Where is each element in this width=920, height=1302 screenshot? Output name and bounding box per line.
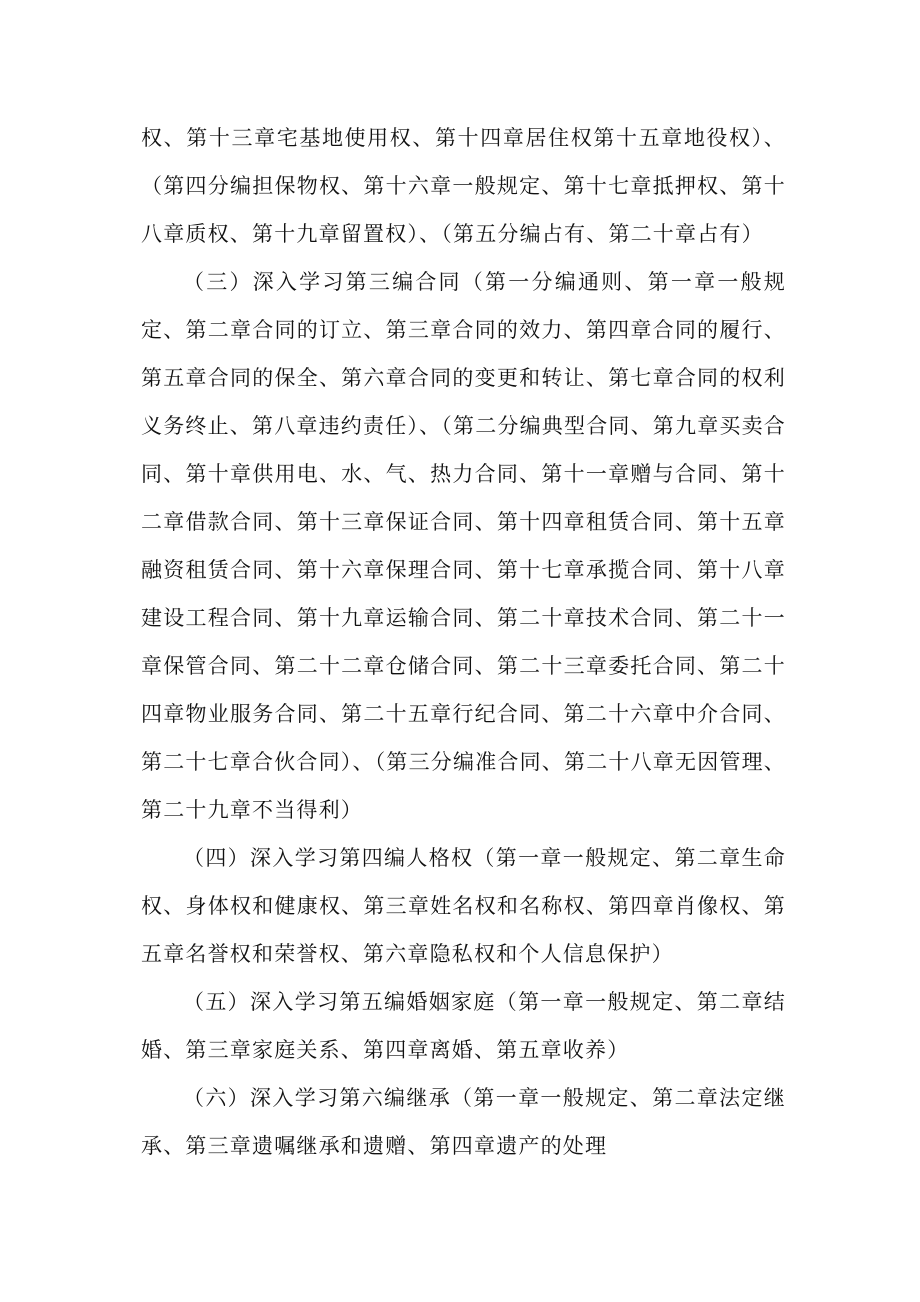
paragraph-section-4-personality-rights: （四）深入学习第四编人格权（第一章一般规定、第二章生命权、身体权和健康权、第三章姓名权和名称权、第四章肖像权、第五章名誉权和荣誉权、第六章隐私权和个人信息保护） (141, 846, 786, 966)
document-body (141, 114, 786, 1170)
paragraph-section-5-marriage-family: （五）深入学习第五编婚姻家庭（第一章一般规定、第二章结婚、第三章家庭关系、第四章离婚、第五章收养） (141, 990, 786, 1062)
paragraph-continued-property-rights: 权、第十三章宅基地使用权、第十四章居住权第十五章地役权）、（第四分编担保物权、第十六章一般规定、第十七章抵押权、第十八章质权、第十九章留置权）、（第五分编占有、第二十章占有） (141, 126, 786, 246)
paragraph-section-6-succession: （六）深入学习第六编继承（第一章一般规定、第二章法定继承、第三章遗嘱继承和遗赠、第四章遗产的处理 (141, 1086, 786, 1158)
paragraph-section-3-contracts: （三）深入学习第三编合同（第一分编通则、第一章一般规定、第二章合同的订立、第三章合同的效力、第四章合同的履行、第五章合同的保全、第六章合同的变更和转让、第七章合同的权利义务终止、第八章违约责任）、（第二分编典型合同、第九章买卖合同、第十章供用电、水、气、热力合同、第十一章赠与合同、第十二章借款合同、第十三章保证合同、第十四章租赁合同、第十五章融资租赁合同、第十六章保理合同、第十七章承揽合同、第十八章建设工程合同、第十九章运输合同、第二十章技术合同、第二十一章保管合同、第二十二章仓储合同、第二十三章委托合同、第二十四章物业服务合同、第二十五章行纪合同、第二十六章中介合同、第二十七章合伙合同）、（第三分编准合同、第二十八章无因管理、第二十九章不当得利） (141, 270, 786, 822)
